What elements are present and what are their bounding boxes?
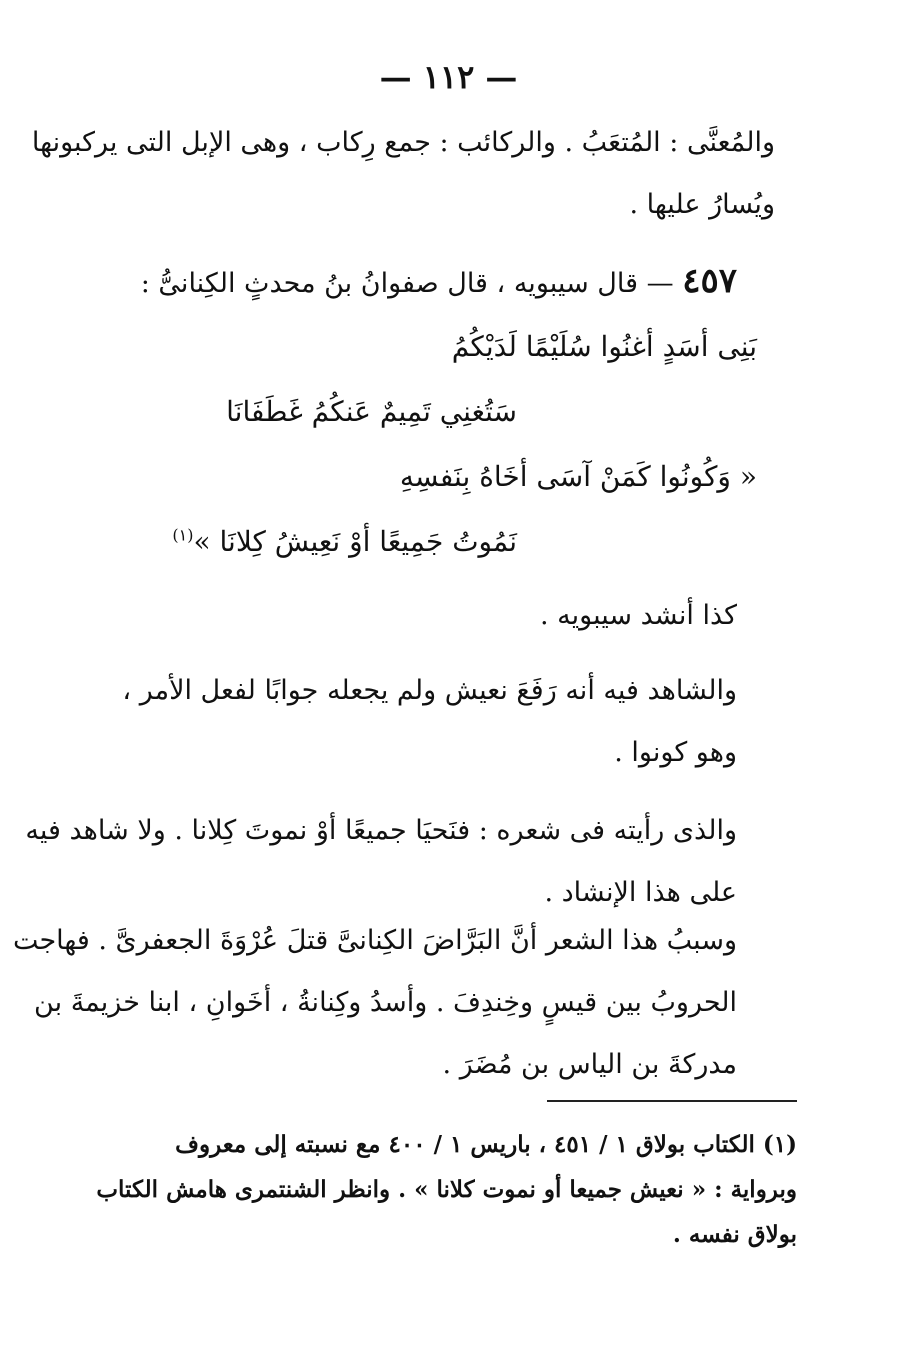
verse-2-second-hemistich [172,525,517,558]
paragraph-line: ويُسارُ عليها . [629,189,775,220]
paragraph-line: الحروبُ بين قيسٍ وخِندِفَ . وأسدُ وكِنانةُ ، أخَوانِ ، ابنا خزيمةَ بن [34,987,737,1018]
entry-intro: — قال سيبويه ، قال صفوانُ بنُ محدثٍ الكِنانىُّ : [140,268,674,299]
paragraph-line: والشاهد فيه أنه رَفَعَ نعيش ولم يجعله جوابًا لفعل الأمر ، [122,675,737,706]
footnote-line: بولاق نفسه . [672,1221,797,1248]
verse-1-first-hemistich: بَنِى أسَدٍ أغنُوا سُلَيْمًا لَدَيْكُمُ [451,330,757,363]
paragraph-attribution: كذا أنشد سيبويه . [540,600,737,631]
verse-1-second-hemistich: سَتُغنِي تَمِيمٌ عَنكُمُ غَطَفَانَا [226,395,517,428]
verse-2-first-hemistich: « وَكُونُوا كَمَنْ آسَى أخَاهُ بِنَفسِهِ [399,460,757,493]
paragraph-glossary [31,112,775,236]
entry-number: ٤٥٧ [682,261,737,301]
footnote [97,1122,797,1257]
entry-heading [67,250,737,315]
footnote-marker: (١) [172,525,194,545]
paragraph-line: وهو كونوا . [614,737,737,768]
footnote-line: (١) الكتاب بولاق ١ / ٤٥١ ، باريس ١ / ٤٠٠ مع نسبته إلى معروف [175,1131,797,1158]
paragraph-variant [25,800,737,924]
paragraph-line: على هذا الإنشاد . [544,877,737,908]
paragraph-line: والمُعنَّى : المُتعَبُ . والركائب : جمع رِكاب ، وهى الإبل التى يركبونها [31,127,775,158]
paragraph-line: مدركةَ بن الياس بن مُضَرَ . [442,1049,737,1080]
footnote-divider [547,1100,797,1102]
page-number: — ١١٢ — [379,58,518,96]
verse-text: نَمُوتُ جَمِيعًا أوْ نَعِيشُ كِلانَا » [193,525,517,558]
paragraph-background [12,910,737,1096]
paragraph-evidence [67,660,737,784]
footnote-line: وبرواية : « نعيش جميعا أو نموت كلانا » . وانظر الشنتمرى هامش الكتاب [96,1176,797,1203]
paragraph-line: وسببُ هذا الشعر أنَّ البَرَّاضَ الكِنانىَّ قتلَ عُرْوَةَ الجعفرىَّ . فهاجت [12,925,737,956]
paragraph-line: والذى رأيته فى شعره : فنَحيَا جميعًا أوْ نموتَ كِلانا . ولا شاهد فيه [25,815,737,846]
